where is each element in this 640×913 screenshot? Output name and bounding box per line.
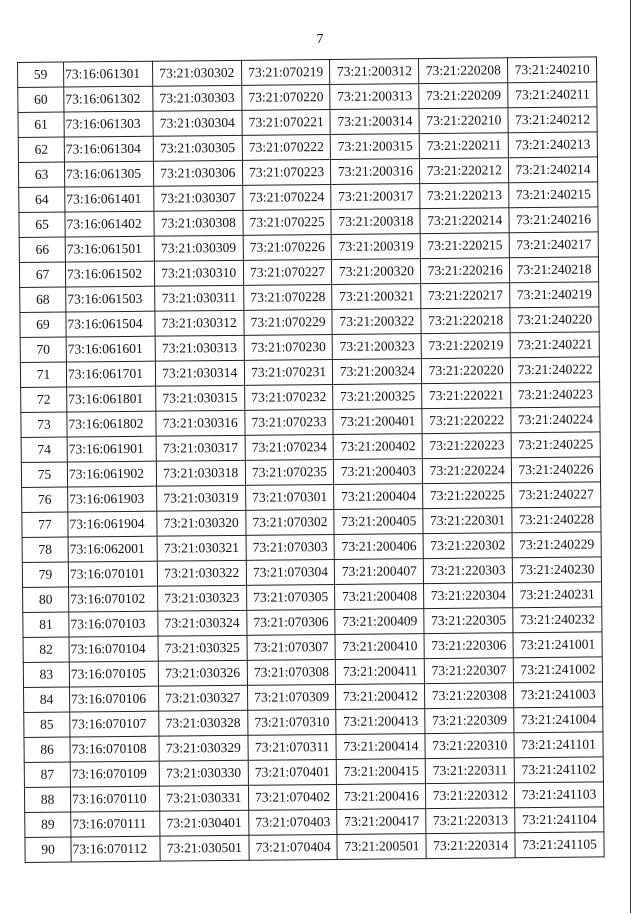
cadastral-number-cell: 73:21:030323 (157, 585, 246, 611)
cadastral-number-cell: 73:21:220219 (421, 333, 510, 359)
cadastral-table-wrapper (17, 56, 605, 863)
cadastral-number-cell: 73:16:061401 (65, 186, 154, 212)
row-number-cell: 77 (22, 512, 68, 537)
cadastral-number-cell: 73:21:070309 (247, 684, 336, 710)
row-number-cell: 59 (18, 62, 64, 87)
cadastral-number-cell: 73:21:241105 (515, 832, 604, 858)
cadastral-number-cell: 73:21:070307 (247, 634, 336, 660)
cadastral-number-cell: 73:21:030326 (158, 660, 247, 686)
cadastral-number-cell: 73:21:240220 (510, 307, 599, 333)
cadastral-number-cell: 73:21:070310 (247, 709, 336, 735)
cadastral-number-cell: 73:21:200324 (333, 359, 422, 385)
cadastral-number-cell: 73:21:220303 (424, 558, 513, 584)
cadastral-number-cell: 73:21:030310 (154, 260, 243, 286)
cadastral-number-cell: 73:21:070231 (244, 359, 333, 385)
cadastral-number-cell: 73:21:240213 (508, 132, 597, 158)
cadastral-number-cell: 73:16:061802 (67, 411, 156, 437)
cadastral-number-cell: 73:21:200409 (335, 609, 424, 635)
row-number-cell: 84 (24, 687, 70, 712)
cadastral-number-cell: 73:21:241103 (515, 782, 604, 808)
cadastral-number-cell: 73:21:240215 (509, 182, 598, 208)
cadastral-number-cell: 73:21:240219 (510, 282, 599, 308)
cadastral-number-cell: 73:16:061903 (68, 486, 157, 512)
cadastral-number-cell: 73:21:220224 (423, 458, 512, 484)
row-number-cell: 87 (24, 762, 70, 787)
cadastral-number-cell: 73:21:220301 (423, 508, 512, 534)
cadastral-number-cell: 73:21:200501 (337, 834, 426, 860)
cadastral-number-cell: 73:16:062001 (68, 536, 157, 562)
cadastral-number-cell: 73:21:240212 (508, 107, 597, 133)
cadastral-number-cell: 73:21:241101 (514, 732, 603, 758)
row-number-cell: 73 (21, 412, 67, 437)
cadastral-number-cell: 73:21:200411 (336, 659, 425, 685)
cadastral-number-cell: 73:21:220310 (425, 733, 514, 759)
cadastral-number-cell: 73:21:070401 (248, 759, 337, 785)
cadastral-number-cell: 73:16:070109 (70, 761, 159, 787)
cadastral-number-cell: 73:21:240232 (513, 607, 602, 633)
row-number-cell: 88 (24, 787, 70, 812)
cadastral-number-cell: 73:21:070304 (246, 559, 335, 585)
cadastral-number-cell: 73:21:200323 (333, 334, 422, 360)
row-number-cell: 69 (20, 312, 66, 337)
cadastral-number-cell: 73:16:061402 (65, 211, 154, 237)
row-number-cell: 74 (21, 437, 67, 462)
cadastral-number-cell: 73:21:070311 (248, 734, 337, 760)
cadastral-number-cell: 73:21:030327 (158, 685, 247, 711)
cadastral-number-cell: 73:21:070232 (244, 384, 333, 410)
row-number-cell: 83 (23, 662, 69, 687)
row-number-cell: 86 (24, 737, 70, 762)
cadastral-number-cell: 73:21:241104 (515, 807, 604, 833)
cadastral-number-cell: 73:21:220212 (420, 158, 509, 184)
cadastral-number-cell: 73:16:061504 (66, 311, 155, 337)
cadastral-number-cell: 73:21:220208 (419, 58, 508, 84)
cadastral-number-cell: 73:21:240228 (512, 507, 601, 533)
cadastral-number-cell: 73:21:030320 (157, 510, 246, 536)
cadastral-number-cell: 73:21:220216 (421, 258, 510, 284)
cadastral-number-cell: 73:21:030302 (152, 60, 241, 86)
cadastral-number-cell: 73:21:030322 (157, 560, 246, 586)
cadastral-number-cell: 73:21:200320 (332, 259, 421, 285)
cadastral-number-cell: 73:21:030305 (153, 135, 242, 161)
cadastral-number-cell: 73:16:070104 (69, 636, 158, 662)
cadastral-number-cell: 73:21:030331 (159, 785, 248, 811)
cadastral-number-cell: 73:21:070301 (245, 484, 334, 510)
cadastral-number-cell: 73:21:220220 (422, 358, 511, 384)
row-number-cell: 76 (22, 487, 68, 512)
cadastral-number-cell: 73:21:220313 (426, 808, 515, 834)
cadastral-number-cell: 73:21:200404 (334, 484, 423, 510)
cadastral-number-cell: 73:21:200317 (331, 184, 420, 210)
cadastral-number-cell: 73:21:220306 (424, 633, 513, 659)
cadastral-number-cell: 73:21:070303 (246, 534, 335, 560)
cadastral-number-cell: 73:16:061502 (65, 261, 154, 287)
cadastral-number-cell: 73:21:070402 (248, 784, 337, 810)
cadastral-number-cell: 73:21:240226 (511, 457, 600, 483)
row-number-cell: 68 (20, 287, 66, 312)
cadastral-number-cell: 73:21:200414 (336, 734, 425, 760)
cadastral-number-cell: 73:21:241102 (514, 757, 603, 783)
cadastral-number-cell: 73:21:240231 (513, 582, 602, 608)
cadastral-number-cell: 73:16:061901 (67, 436, 156, 462)
cadastral-number-cell: 73:21:030316 (156, 410, 245, 436)
cadastral-number-cell: 73:21:070234 (245, 434, 334, 460)
cadastral-number-cell: 73:16:070102 (69, 586, 158, 612)
cadastral-number-cell: 73:21:070228 (243, 284, 332, 310)
cadastral-number-cell: 73:21:030308 (154, 210, 243, 236)
row-number-cell: 75 (21, 462, 67, 487)
cadastral-number-cell: 73:21:030329 (159, 735, 248, 761)
cadastral-number-cell: 73:21:030325 (158, 635, 247, 661)
cadastral-number-cell: 73:21:030306 (153, 160, 242, 186)
cadastral-number-cell: 73:21:070220 (241, 84, 330, 110)
cadastral-number-cell: 73:16:061301 (64, 61, 153, 87)
cadastral-number-cell: 73:21:220312 (426, 783, 515, 809)
row-number-cell: 79 (22, 562, 68, 587)
row-number-cell: 62 (18, 137, 64, 162)
cadastral-number-cell: 73:21:200319 (332, 234, 421, 260)
cadastral-number-cell: 73:21:070229 (244, 309, 333, 335)
cadastral-number-cell: 73:21:220305 (424, 608, 513, 634)
cadastral-number-cell: 73:21:030309 (154, 235, 243, 261)
cadastral-number-cell: 73:21:070403 (248, 809, 337, 835)
cadastral-number-cell: 73:21:030324 (158, 610, 247, 636)
cadastral-number-cell: 73:16:061601 (66, 336, 155, 362)
cadastral-number-cell: 73:21:220307 (425, 658, 514, 684)
cadastral-number-cell: 73:21:070226 (243, 234, 332, 260)
cadastral-number-cell: 73:16:061501 (65, 236, 154, 262)
cadastral-number-cell: 73:21:200312 (330, 59, 419, 85)
cadastral-number-cell: 73:21:030311 (154, 285, 243, 311)
cadastral-number-cell: 73:21:030304 (153, 110, 242, 136)
cadastral-number-cell: 73:21:030307 (154, 185, 243, 211)
row-number-cell: 89 (25, 812, 71, 837)
cadastral-number-cell: 73:21:200405 (334, 509, 423, 535)
cadastral-number-cell: 73:21:220215 (420, 233, 509, 259)
cadastral-number-cell: 73:21:030313 (155, 335, 244, 361)
cadastral-number-cell: 73:21:240224 (511, 407, 600, 433)
cadastral-number-cell: 73:16:070103 (69, 611, 158, 637)
cadastral-number-cell: 73:21:220221 (422, 383, 511, 409)
cadastral-number-cell: 73:21:200406 (335, 534, 424, 560)
cadastral-number-cell: 73:16:061503 (66, 286, 155, 312)
cadastral-number-cell: 73:21:200401 (333, 409, 422, 435)
cadastral-number-cell: 73:21:240221 (510, 332, 599, 358)
table-row (25, 832, 604, 863)
cadastral-number-cell: 73:21:200415 (337, 759, 426, 785)
cadastral-number-cell: 73:21:200407 (335, 559, 424, 585)
cadastral-number-cell: 73:21:070308 (247, 659, 336, 685)
cadastral-number-cell: 73:21:240229 (512, 532, 601, 558)
cadastral-number-cell: 73:21:240218 (510, 257, 599, 283)
cadastral-number-cell: 73:21:220314 (426, 833, 515, 859)
cadastral-number-cell: 73:21:030318 (156, 460, 245, 486)
cadastral-number-cell: 73:21:220214 (420, 208, 509, 234)
cadastral-number-cell: 73:21:240210 (508, 57, 597, 83)
cadastral-number-cell: 73:21:030401 (160, 810, 249, 836)
row-number-cell: 63 (18, 162, 64, 187)
row-number-cell: 66 (19, 237, 65, 262)
cadastral-number-cell: 73:21:200315 (331, 134, 420, 160)
cadastral-number-cell: 73:21:030314 (155, 360, 244, 386)
row-number-cell: 72 (21, 387, 67, 412)
cadastral-number-cell: 73:21:240230 (512, 557, 601, 583)
cadastral-number-cell: 73:21:030312 (155, 310, 244, 336)
cadastral-number-cell: 73:21:200321 (332, 284, 421, 310)
row-number-cell: 64 (19, 187, 65, 212)
cadastral-number-cell: 73:21:220210 (419, 108, 508, 134)
cadastral-number-cell: 73:16:070105 (69, 661, 158, 687)
page-number: 7 (316, 32, 324, 47)
table-body (18, 57, 605, 863)
cadastral-number-cell: 73:21:240222 (511, 357, 600, 383)
cadastral-number-cell: 73:21:220223 (422, 433, 511, 459)
page-edge-line (630, 0, 631, 913)
cadastral-number-cell: 73:21:241001 (513, 632, 602, 658)
cadastral-number-cell: 73:21:200316 (331, 159, 420, 185)
cadastral-number-cell: 73:21:200314 (330, 109, 419, 135)
row-number-cell: 70 (20, 337, 66, 362)
cadastral-number-cell: 73:21:240227 (512, 482, 601, 508)
cadastral-number-cell: 73:21:070306 (246, 609, 335, 635)
cadastral-number-cell: 73:16:061902 (67, 461, 156, 487)
cadastral-number-cell: 73:21:241003 (514, 682, 603, 708)
cadastral-number-cell: 73:21:220309 (425, 708, 514, 734)
cadastral-number-cell: 73:21:220217 (421, 283, 510, 309)
cadastral-number-cell: 73:21:240223 (511, 382, 600, 408)
cadastral-number-cell: 73:21:030317 (156, 435, 245, 461)
cadastral-number-cell: 73:21:240214 (509, 157, 598, 183)
cadastral-number-cell: 73:16:061904 (68, 511, 157, 537)
cadastral-number-cell: 73:21:240217 (509, 232, 598, 258)
cadastral-number-cell: 73:21:030315 (155, 385, 244, 411)
row-number-cell: 71 (20, 362, 66, 387)
cadastral-number-cell: 73:21:220222 (422, 408, 511, 434)
cadastral-number-cell: 73:21:070227 (243, 259, 332, 285)
cadastral-number-cell: 73:21:030328 (159, 710, 248, 736)
cadastral-number-cell: 73:21:030319 (156, 485, 245, 511)
cadastral-number-cell: 73:16:061305 (64, 161, 153, 187)
cadastral-number-cell: 73:21:070233 (245, 409, 334, 435)
cadastral-number-cell: 73:21:200412 (336, 684, 425, 710)
cadastral-number-cell: 73:21:200410 (335, 634, 424, 660)
row-number-cell: 85 (24, 712, 70, 737)
cadastral-number-cell: 73:21:070223 (242, 159, 331, 185)
cadastral-number-cell: 73:21:070235 (245, 459, 334, 485)
cadastral-number-cell: 73:21:070305 (246, 584, 335, 610)
cadastral-number-cell: 73:21:220308 (425, 683, 514, 709)
row-number-cell: 80 (23, 587, 69, 612)
cadastral-number-cell: 73:16:070106 (70, 686, 159, 712)
cadastral-number-cell: 73:21:070230 (244, 334, 333, 360)
row-number-cell: 65 (19, 212, 65, 237)
cadastral-number-cell: 73:21:070222 (242, 134, 331, 160)
cadastral-number-table (17, 56, 605, 863)
cadastral-number-cell: 73:16:061303 (64, 111, 153, 137)
cadastral-number-cell: 73:21:200403 (334, 459, 423, 485)
row-number-cell: 61 (18, 112, 64, 137)
cadastral-number-cell: 73:16:070112 (71, 836, 160, 862)
cadastral-number-cell: 73:21:070224 (242, 184, 331, 210)
cadastral-number-cell: 73:16:070111 (71, 811, 160, 837)
cadastral-number-cell: 73:21:070219 (241, 59, 330, 85)
cadastral-number-cell: 73:21:240225 (511, 432, 600, 458)
cadastral-number-cell: 73:21:220304 (424, 583, 513, 609)
cadastral-number-cell: 73:21:241004 (514, 707, 603, 733)
cadastral-number-cell: 73:21:200313 (330, 84, 419, 110)
cadastral-number-cell: 73:16:061304 (64, 136, 153, 162)
cadastral-number-cell: 73:21:220209 (419, 83, 508, 109)
cadastral-number-cell: 73:16:070108 (70, 736, 159, 762)
row-number-cell: 60 (18, 87, 64, 112)
cadastral-number-cell: 73:21:030501 (160, 835, 249, 861)
cadastral-number-cell: 73:21:200318 (331, 209, 420, 235)
cadastral-number-cell: 73:21:200413 (336, 709, 425, 735)
row-number-cell: 81 (23, 612, 69, 637)
cadastral-number-cell: 73:21:200408 (335, 584, 424, 610)
cadastral-number-cell: 73:16:061801 (67, 386, 156, 412)
cadastral-number-cell: 73:21:030330 (159, 760, 248, 786)
cadastral-number-cell: 73:21:200325 (333, 384, 422, 410)
cadastral-number-cell: 73:21:070404 (249, 834, 338, 860)
row-number-cell: 78 (22, 537, 68, 562)
cadastral-number-cell: 73:16:070110 (70, 786, 159, 812)
row-number-cell: 82 (23, 637, 69, 662)
cadastral-number-cell: 73:21:220213 (420, 183, 509, 209)
cadastral-number-cell: 73:21:200417 (337, 809, 426, 835)
cadastral-number-cell: 73:21:070221 (242, 109, 331, 135)
cadastral-number-cell: 73:21:220311 (426, 758, 515, 784)
cadastral-number-cell: 73:21:241002 (513, 657, 602, 683)
row-number-cell: 67 (19, 262, 65, 287)
cadastral-number-cell: 73:21:070225 (243, 209, 332, 235)
cadastral-number-cell: 73:21:070302 (245, 509, 334, 535)
cadastral-number-cell: 73:21:220218 (421, 308, 510, 334)
cadastral-number-cell: 73:21:240216 (509, 207, 598, 233)
cadastral-number-cell: 73:21:220225 (423, 483, 512, 509)
cadastral-number-cell: 73:21:240211 (508, 82, 597, 108)
cadastral-number-cell: 73:21:030321 (157, 535, 246, 561)
cadastral-number-cell: 73:16:061302 (64, 86, 153, 112)
cadastral-number-cell: 73:21:220302 (423, 533, 512, 559)
cadastral-number-cell: 73:16:070101 (68, 561, 157, 587)
cadastral-number-cell: 73:21:220211 (420, 133, 509, 159)
cadastral-number-cell: 73:16:070107 (70, 711, 159, 737)
cadastral-number-cell: 73:21:200402 (334, 434, 423, 460)
cadastral-number-cell: 73:16:061701 (66, 361, 155, 387)
cadastral-number-cell: 73:21:200416 (337, 784, 426, 810)
row-number-cell: 90 (25, 837, 71, 862)
cadastral-number-cell: 73:21:030303 (153, 85, 242, 111)
cadastral-number-cell: 73:21:200322 (332, 309, 421, 335)
